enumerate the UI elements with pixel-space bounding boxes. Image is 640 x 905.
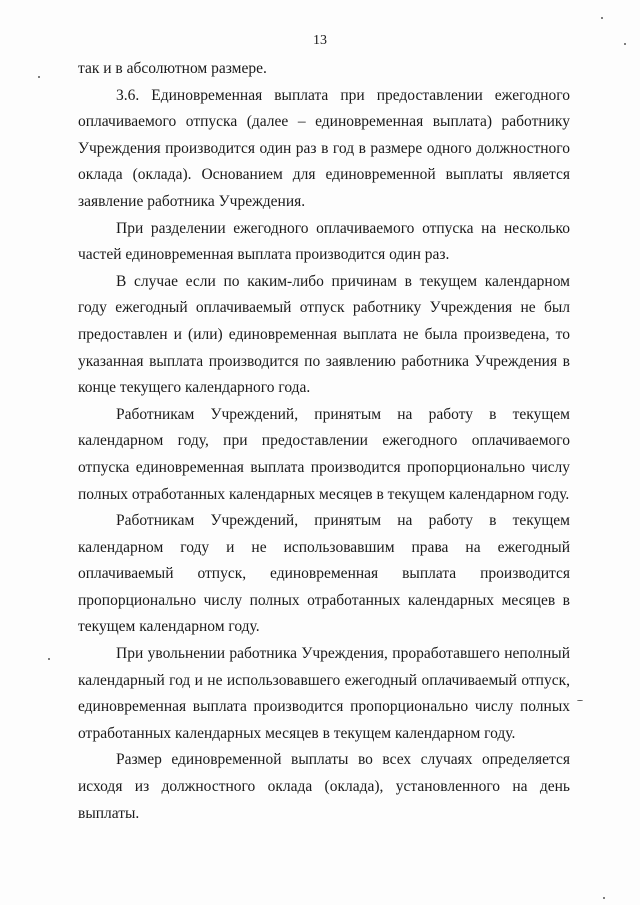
paragraph-dismissal: При увольнении работника Учреждения, проработавшего неполный календарный год и не использовавшего ежегодный оплачиваемый отпуск, единовременная выплата производится пропорционально числу полных отработанных календарных месяцев в текущем календарном году. bbox=[78, 645, 570, 742]
document-body bbox=[78, 56, 570, 827]
paragraph-hired-not-used: Работникам Учреждений, принятым на работу в текущем календарном году и не использовавшим права на ежегодный оплачиваемый отпуск, единовременная выплата производится пропорционально числу полных отработанных календарных месяцев в текущем календарном году. bbox=[78, 512, 570, 636]
paragraph-vacation-split: При разделении ежегодного оплачиваемого отпуска на несколько частей единовременная выплата производится один раз. bbox=[78, 219, 570, 264]
scan-speck bbox=[603, 897, 605, 899]
paragraph-payment-amount: Размер единовременной выплаты во всех случаях определяется исходя из должностного оклада (оклада), установленного на день выплаты. bbox=[78, 751, 570, 822]
paragraph-continuation: так и в абсолютном размере. bbox=[78, 60, 267, 77]
paragraph-hired-current-year: Работникам Учреждений, принятым на работу в текущем календарном году, при предоставлении ежегодного оплачиваемого отпуска единовременная выплата производится пропорционально числу полных отработанных календарных месяцев в текущем календарном году. bbox=[78, 405, 570, 503]
scan-speck bbox=[48, 658, 50, 660]
paragraph-not-granted: В случае если по каким-либо причинам в текущем календарном году ежегодный оплачиваемый отпуск работнику Учреждения не был предоставлен и (или) единовременная выплата не была произведена, то указанная выплата производится по заявлению работника Учреждения в конце текущего календарного года. bbox=[78, 272, 570, 397]
scan-speck bbox=[624, 43, 626, 45]
scan-speck bbox=[601, 17, 603, 19]
scan-speck bbox=[577, 700, 583, 701]
scan-speck bbox=[38, 76, 40, 78]
paragraph-section-3-6: 3.6. Единовременная выплата при предоставлении ежегодного оплачиваемого отпуска (далее – единовременная выплата) работнику Учреждения производится один раз в год в размере одного должностного оклада (оклада). Основанием для единовременной выплаты является заявление работника Учреждения. bbox=[78, 86, 570, 210]
page-number: 13 bbox=[313, 33, 327, 48]
